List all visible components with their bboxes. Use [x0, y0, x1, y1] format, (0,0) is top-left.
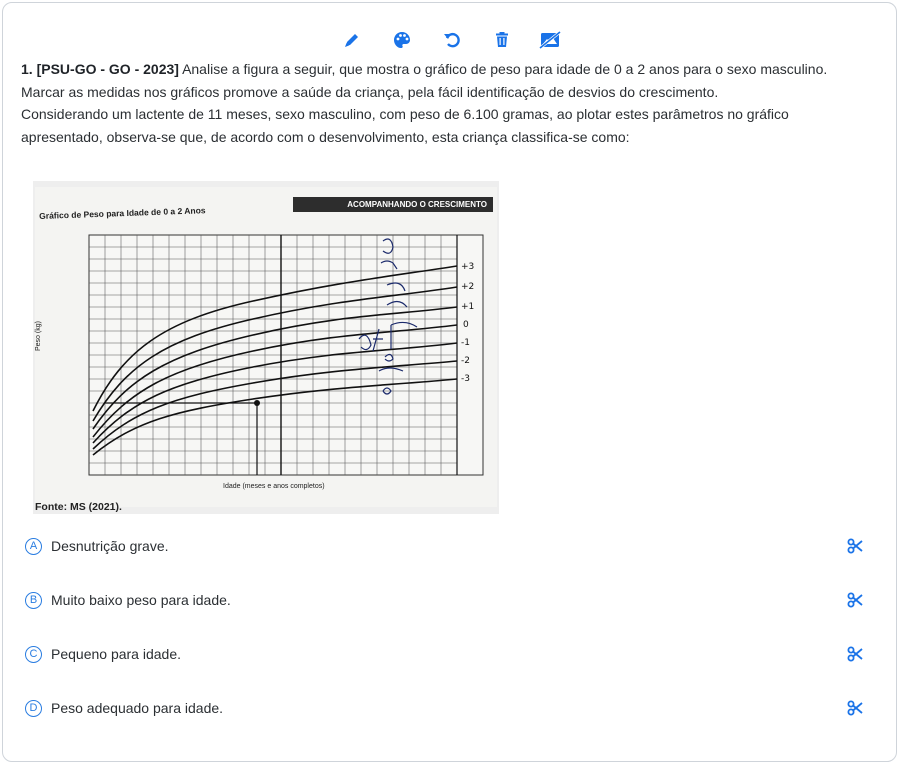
growth-chart-plot — [53, 221, 493, 483]
undo-icon[interactable] — [441, 29, 463, 51]
zscore-label-0: 0 — [463, 320, 469, 330]
zscore-label-minus3: -3 — [461, 374, 470, 384]
toolbar — [341, 29, 561, 51]
option-letter: D — [25, 700, 42, 717]
zscore-label-plus1: +1 — [461, 302, 475, 312]
question-intro-text: Analise a figura a seguir, que mostra o gráfico de peso para idade de 0 a 2 anos para o sexo masculino. — [182, 61, 828, 77]
figure-x-axis-label: Idade (meses e anos completos) — [223, 483, 325, 490]
option-letter: A — [25, 538, 42, 555]
question-card — [2, 2, 897, 762]
option-text: Desnutrição grave. — [51, 538, 169, 554]
option-text: Pequeno para idade. — [51, 646, 181, 662]
option-letter: C — [25, 646, 42, 663]
question-paragraph-2: Marcar as medidas nos gráficos promove a saúde da criança, pela fácil identificação de desvios do crescimento. — [21, 83, 719, 100]
question-reference: [PSU-GO - GO - 2023] — [36, 61, 179, 77]
scissors-icon[interactable] — [847, 646, 863, 662]
option-c[interactable] — [25, 641, 873, 667]
scissors-icon[interactable] — [847, 592, 863, 608]
option-a[interactable] — [25, 533, 873, 559]
question-figure — [33, 181, 499, 514]
question-intro — [21, 58, 861, 81]
hide-image-icon[interactable] — [539, 29, 561, 51]
option-text: Muito baixo peso para idade. — [51, 592, 231, 608]
figure-title: Gráfico de Peso para Idade de 0 a 2 Anos — [39, 205, 206, 221]
question-number: 1. — [21, 61, 33, 77]
zscore-label-plus3: +3 — [461, 262, 475, 272]
question-paragraph-3: Considerando um lactente de 11 meses, sexo masculino, com peso de 6.100 gramas, ao plotar estes parâmetros no gráfico apresentado, observa-se que, de acordo com o desenvolvimento, esta criança classifica-se como: — [21, 106, 789, 145]
option-text: Peso adequado para idade. — [51, 700, 224, 716]
option-b[interactable] — [25, 587, 873, 613]
figure-y-axis-label: Peso (kg) — [35, 321, 42, 351]
palette-icon[interactable] — [391, 29, 413, 51]
option-letter: B — [25, 592, 42, 609]
option-d[interactable] — [25, 695, 873, 721]
figure-header: ACOMPANHANDO O CRESCIMENTO — [293, 197, 493, 212]
zscore-label-minus1: -1 — [461, 338, 470, 348]
question-text — [21, 58, 861, 148]
zscore-label-minus2: -2 — [461, 356, 470, 366]
scissors-icon[interactable] — [847, 538, 863, 554]
pencil-icon[interactable] — [341, 29, 363, 51]
figure-source: Fonte: MS (2021). — [35, 501, 122, 513]
scissors-icon[interactable] — [847, 700, 863, 716]
trash-icon[interactable] — [491, 29, 513, 51]
zscore-label-plus2: +2 — [461, 282, 475, 292]
